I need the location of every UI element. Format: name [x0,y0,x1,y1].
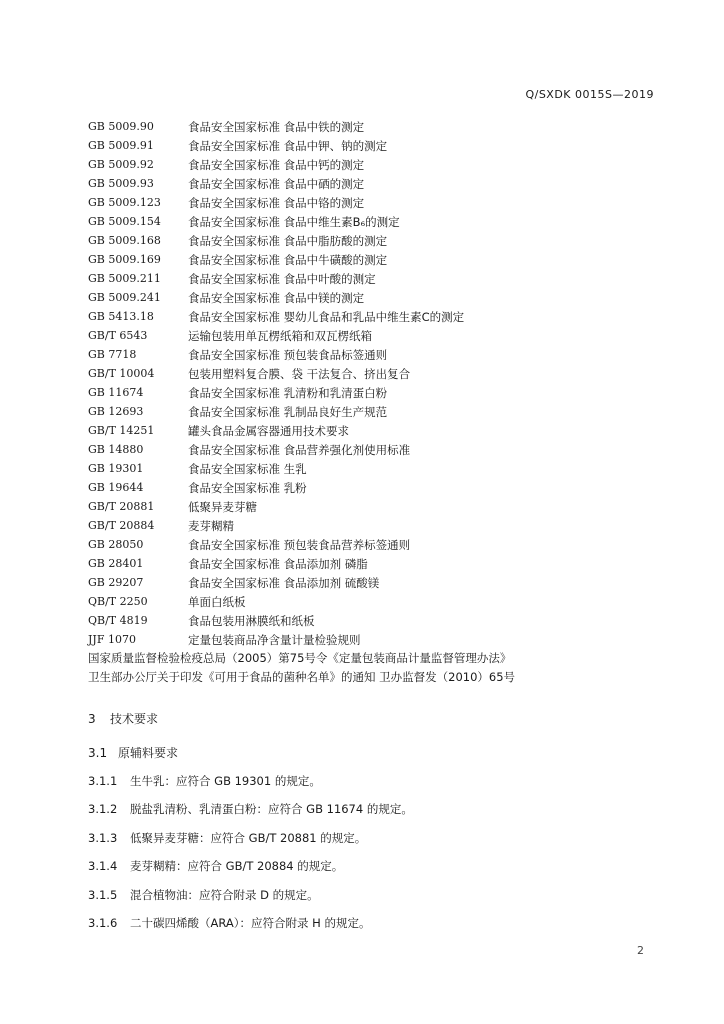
reference-title: 食品安全国家标准 预包装食品营养标签通则 [188,537,411,552]
regulation-note: 国家质量监督检验检疫总局（2005）第75号令《定量包装商品计量监督管理办法》 [88,650,512,665]
reference-code: GB 14880 [88,443,144,456]
reference-row [88,516,648,535]
reference-code: QB/T 2250 [88,595,148,608]
reference-code: JJF 1070 [88,633,136,646]
section-number: 3 [88,712,96,726]
reference-title: 单面白纸板 [188,594,246,609]
reference-title: 运输包装用单瓦楞纸箱和双瓦楞纸箱 [188,328,372,343]
reference-code: GB 5009.91 [88,139,154,152]
reference-code: GB 12693 [88,405,144,418]
requirement-number: 3.1.1 [88,774,118,788]
requirement-item [88,830,366,846]
requirement-text: 麦芽糊精：应符合 GB/T 20884 的规定。 [130,859,344,873]
requirement-item [88,858,343,874]
subsection-heading [88,744,178,761]
reference-code: GB 28050 [88,538,144,551]
reference-row [88,136,648,155]
reference-title: 食品安全国家标准 食品中硒的测定 [188,176,365,191]
reference-row [88,231,648,250]
reference-code: GB 5009.92 [88,158,154,171]
reference-row [88,345,648,364]
reference-row [88,478,648,497]
reference-row [88,326,648,345]
requirement-text: 混合植物油：应符合附录 D 的规定。 [130,888,319,902]
requirement-item [88,887,319,903]
reference-title: 食品安全国家标准 食品中叶酸的测定 [188,271,376,286]
requirement-item [88,801,413,817]
reference-title: 食品安全国家标准 生乳 [188,461,307,476]
standard-code: Q/SXDK 0015S—2019 [525,88,654,101]
requirement-text: 生牛乳：应符合 GB 19301 的规定。 [130,774,321,788]
reference-code: GB 7718 [88,348,137,361]
reference-code: GB/T 20884 [88,519,155,532]
reference-title: 麦芽糊精 [188,518,234,533]
reference-code: GB 11674 [88,386,144,399]
reference-code: GB 19301 [88,462,144,475]
requirement-number: 3.1.5 [88,888,118,902]
reference-code: GB 5413.18 [88,310,154,323]
reference-title: 食品安全国家标准 食品中镁的测定 [188,290,365,305]
reference-title: 食品安全国家标准 乳制品良好生产规范 [188,404,388,419]
requirement-item [88,915,370,931]
reference-title: 食品安全国家标准 食品中钙的测定 [188,157,365,172]
reference-title: 食品安全国家标准 食品添加剂 硫酸镁 [188,575,380,590]
reference-row [88,440,648,459]
reference-code: GB/T 20881 [88,500,155,513]
reference-row [88,554,648,573]
reference-title: 食品安全国家标准 食品营养强化剂使用标准 [188,442,411,457]
reference-title: 食品安全国家标准 乳清粉和乳清蛋白粉 [188,385,388,400]
reference-code: QB/T 4819 [88,614,148,627]
reference-code: GB/T 10004 [88,367,155,380]
reference-title: 食品安全国家标准 食品中钾、钠的测定 [188,138,388,153]
page-number: 2 [637,944,644,957]
reference-title: 食品安全国家标准 食品中铁的测定 [188,119,365,134]
section-title: 技术要求 [110,712,159,726]
reference-code: GB 5009.169 [88,253,161,266]
section-heading [88,710,158,727]
reference-row [88,383,648,402]
reference-code: GB 5009.123 [88,196,161,209]
reference-row [88,174,648,193]
reference-code: GB 5009.154 [88,215,161,228]
reference-row [88,250,648,269]
reference-row [88,535,648,554]
reference-row [88,630,648,649]
reference-title: 食品安全国家标准 食品中脂肪酸的测定 [188,233,388,248]
reference-code: GB 5009.241 [88,291,161,304]
reference-row [88,117,648,136]
reference-row [88,193,648,212]
subsection-title: 原辅料要求 [118,746,179,760]
reference-row [88,155,648,174]
requirement-number: 3.1.6 [88,916,118,930]
reference-title: 食品包装用淋膜纸和纸板 [188,613,315,628]
reference-title: 食品安全国家标准 食品中牛磺酸的测定 [188,252,388,267]
requirement-text: 低聚异麦芽糖：应符合 GB/T 20881 的规定。 [130,831,367,845]
reference-code: GB 5009.211 [88,272,161,285]
reference-row [88,402,648,421]
reference-row [88,592,648,611]
requirement-number: 3.1.2 [88,802,118,816]
reference-row [88,307,648,326]
reference-code: GB 28401 [88,557,144,570]
reference-title: 食品安全国家标准 预包装食品标签通则 [188,347,388,362]
reference-title: 包装用塑料复合膜、袋 干法复合、挤出复合 [188,366,411,381]
requirement-item [88,773,321,789]
reference-code: GB/T 14251 [88,424,155,437]
reference-title: 定量包装商品净含量计量检验规则 [188,632,361,647]
requirement-text: 二十碳四烯酸（ARA）：应符合附录 H 的规定。 [130,916,371,930]
reference-row [88,573,648,592]
requirement-number: 3.1.4 [88,859,118,873]
reference-title: 食品安全国家标准 食品中维生素B₆的测定 [188,214,400,229]
reference-row [88,459,648,478]
reference-row [88,269,648,288]
reference-row [88,421,648,440]
regulation-note: 卫生部办公厅关于印发《可用于食品的菌种名单》的通知 卫办监督发（2010）65号 [88,669,516,684]
reference-code: GB 5009.168 [88,234,161,247]
reference-code: GB 29207 [88,576,144,589]
reference-code: GB 5009.90 [88,120,154,133]
normative-references-list [88,117,648,649]
reference-row [88,497,648,516]
subsection-number: 3.1 [88,746,108,760]
reference-code: GB/T 6543 [88,329,148,342]
reference-code: GB 5009.93 [88,177,154,190]
reference-row [88,364,648,383]
requirement-text: 脱盐乳清粉、乳清蛋白粉：应符合 GB 11674 的规定。 [130,802,413,816]
reference-row [88,288,648,307]
requirement-number: 3.1.3 [88,831,118,845]
reference-title: 罐头食品金属容器通用技术要求 [188,423,349,438]
reference-row [88,611,648,630]
reference-title: 食品安全国家标准 食品添加剂 磷脂 [188,556,368,571]
reference-title: 食品安全国家标准 食品中铬的测定 [188,195,365,210]
reference-row [88,212,648,231]
reference-code: GB 19644 [88,481,144,494]
reference-title: 低聚异麦芽糖 [188,499,257,514]
reference-title: 食品安全国家标准 婴幼儿食品和乳品中维生素C的测定 [188,309,465,324]
reference-title: 食品安全国家标准 乳粉 [188,480,307,495]
